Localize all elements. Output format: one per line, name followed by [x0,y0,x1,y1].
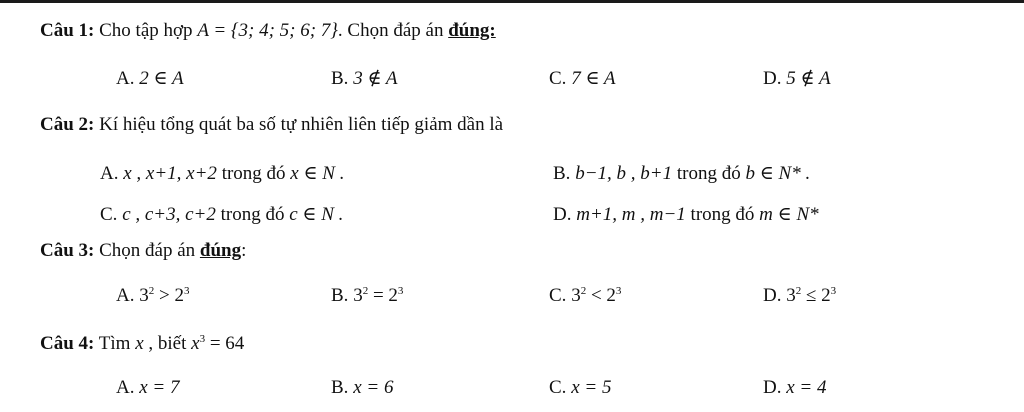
question-3-text: Chọn đáp án [99,240,196,261]
option-letter: D. [763,68,782,89]
q3-option-d[interactable] [763,285,836,307]
question-3-label: Câu 3: [40,240,95,261]
option-letter: D. [553,204,572,225]
option-letter: C. [549,68,567,89]
option-letter: A. [116,377,135,398]
option-cond: b ∈ N* . [745,163,811,184]
option-letter: A. [100,163,119,184]
option-letter: D. [763,285,782,306]
q1-option-a[interactable] [116,67,184,90]
option-cond: x ∈ N . [290,163,345,184]
q4-option-d[interactable] [763,377,827,399]
operator: = [372,285,384,306]
option-letter: C. [549,377,567,398]
operator: > [158,285,170,306]
question-1-text-a: Cho tập hợp [99,20,193,41]
q1-option-c[interactable] [549,67,616,90]
question-2 [40,114,503,136]
option-expr: 5 ∉ A [786,68,831,89]
option-expr: x , x+1, x+2 [123,163,217,184]
question-1 [40,20,496,42]
base-1: 3 [786,285,796,306]
base-1: 3 [571,285,581,306]
q2-option-a[interactable] [100,162,344,185]
option-mid: trong đó [220,204,285,225]
question-2-text: Kí hiệu tổng quát ba số tự nhiên liên tiếp giảm dần là [99,114,504,135]
question-1-set: A = {3; 4; 5; 6; 7} [197,20,338,41]
q4-option-b[interactable] [331,377,393,399]
option-letter: A. [116,285,135,306]
option-expr: b−1, b , b+1 [575,163,673,184]
q3-option-c[interactable] [549,285,621,307]
option-expr: 7 ∈ A [571,68,616,89]
question-1-label: Câu 1: [40,20,95,41]
option-letter: C. [100,204,118,225]
q1-option-b[interactable] [331,67,398,90]
equation-exponent: 3 [199,333,206,345]
option-expr: x = 5 [571,377,612,398]
option-expr: x = 4 [786,377,827,398]
q4-option-c[interactable] [549,377,611,399]
option-expr: c , c+3, c+2 [122,204,216,225]
option-letter: B. [331,377,349,398]
option-letter: B. [331,285,349,306]
base-2: 2 [388,285,398,306]
option-expr: x = 6 [353,377,394,398]
q4-option-a[interactable] [116,377,180,399]
operator: ≤ [805,285,817,306]
question-3-emphasis: đúng [199,240,242,261]
exponent-1: 2 [795,285,802,297]
option-mid: trong đó [690,204,755,225]
option-expr: x = 7 [139,377,180,398]
question-2-label: Câu 2: [40,114,95,135]
option-letter: C. [549,285,567,306]
option-expr: 3 ∉ A [353,68,398,89]
q2-option-d[interactable] [553,203,819,226]
question-4-text-b: , biết [148,333,187,354]
base-1: 3 [353,285,363,306]
option-letter: B. [553,163,571,184]
option-letter: A. [116,68,135,89]
q3-option-a[interactable] [116,285,189,307]
exponent-1: 2 [148,285,155,297]
exponent-2: 3 [183,285,190,297]
base-2: 2 [821,285,831,306]
question-4-text-a: Tìm [98,333,131,354]
question-1-emphasis: đúng: [448,20,496,41]
option-cond: m ∈ N* [759,204,819,225]
option-expr: m+1, m , m−1 [576,204,686,225]
base-2: 2 [606,285,616,306]
exponent-1: 2 [362,285,369,297]
option-cond: c ∈ N . [289,204,344,225]
option-letter: B. [331,68,349,89]
option-expr: 2 ∈ A [139,68,184,89]
equation-base: x [191,333,200,354]
option-letter: D. [763,377,782,398]
question-4-label: Câu 4: [40,333,95,354]
question-3 [40,240,246,262]
top-border [0,0,1024,3]
base-1: 3 [139,285,149,306]
exponent-1: 2 [580,285,587,297]
q3-option-b[interactable] [331,285,403,307]
exponent-2: 3 [397,285,404,297]
option-mid: trong đó [221,163,286,184]
base-2: 2 [174,285,184,306]
q2-option-b[interactable] [553,162,810,185]
question-4 [40,333,244,355]
equation-rest: = 64 [209,333,245,354]
operator: < [590,285,602,306]
exponent-2: 3 [830,285,837,297]
question-1-text-b: . Chọn đáp án [337,20,444,41]
exponent-2: 3 [615,285,622,297]
q2-option-c[interactable] [100,203,343,226]
question-4-var: x [135,333,144,354]
option-mid: trong đó [676,163,741,184]
q1-option-d[interactable] [763,67,831,90]
question-3-colon: : [241,240,247,261]
